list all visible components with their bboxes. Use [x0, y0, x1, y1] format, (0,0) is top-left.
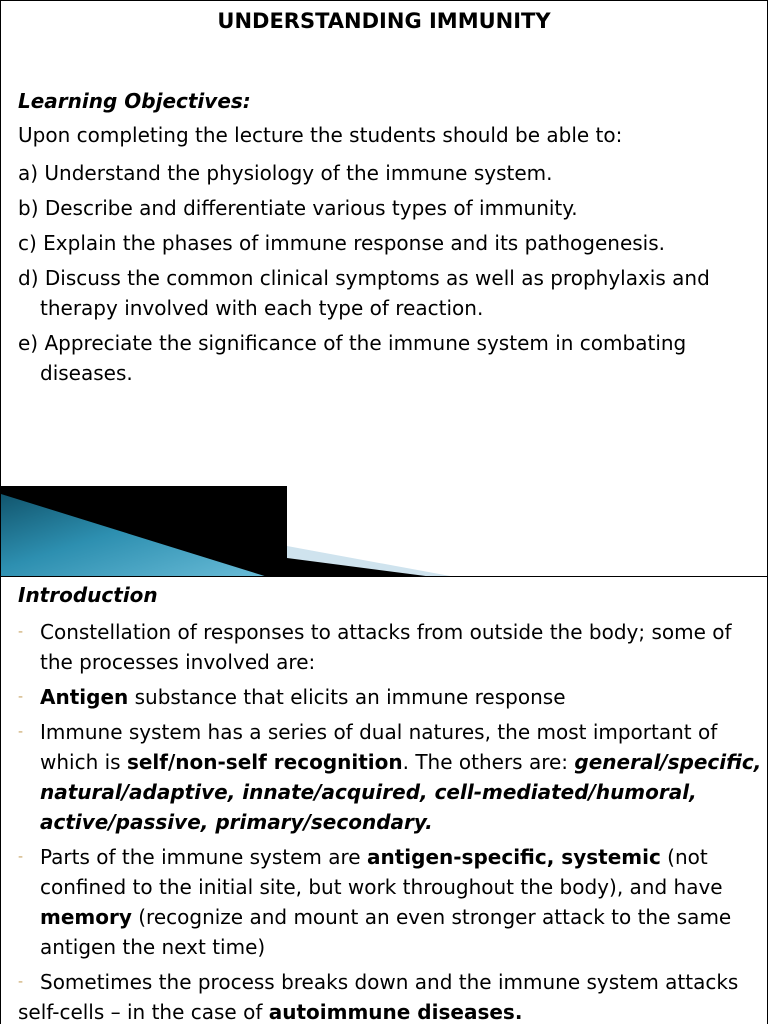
objectives-heading: Learning Objectives: — [18, 89, 251, 113]
list-item — [18, 682, 766, 712]
list-item — [18, 717, 766, 837]
objective-item: c) Explain the phases of immune response and its pathogenesis. — [18, 231, 666, 255]
list-item — [18, 967, 766, 1024]
objective-item: b) Describe and differentiate various types of immunity. — [18, 196, 578, 220]
bullet-text: substance that elicits an immune response — [128, 685, 566, 709]
emphasis: antigen-specific, systemic — [366, 845, 661, 869]
emphasis: memory — [40, 905, 132, 929]
emphasis: autoimmune diseases. — [268, 1000, 523, 1024]
bullet-text: self-cells – in the case of — [18, 1000, 269, 1024]
bullet-marker: - — [18, 624, 24, 640]
emphasis: self/non-self recognition — [126, 750, 403, 774]
objective-item: d) Discuss the common clinical symptoms as well as prophylaxis and therapy involved with each type of reaction. — [18, 266, 710, 320]
bullet-marker: - — [18, 849, 24, 865]
bullet-text: . The others are: — [402, 750, 575, 774]
objective-item: e) Appreciate the significance of the immune system in combating diseases. — [18, 331, 687, 385]
list-item — [18, 842, 766, 962]
bullet-text: Immune system has a series of dual natures, the most important of which is — [40, 720, 718, 774]
bullet-continuation — [18, 997, 766, 1024]
bullet-text: (recognize and mount an even stronger attack to the same antigen the next time) — [40, 905, 732, 959]
slide-2 — [0, 576, 768, 1024]
section-heading: Introduction — [18, 583, 158, 607]
slide-title: UNDERSTANDING IMMUNITY — [217, 9, 551, 33]
objective-item: a) Understand the physiology of the immune system. — [18, 161, 553, 185]
bullet-marker: - — [18, 724, 24, 740]
bullet-marker: - — [18, 974, 24, 990]
bullet-text: Sometimes the process breaks down and the immune system attacks — [40, 970, 739, 994]
term: Antigen — [40, 685, 129, 709]
objectives-intro: Upon completing the lecture the students should be able to: — [18, 123, 623, 147]
objectives-list — [18, 158, 766, 393]
bullet-text: Parts of the immune system are — [40, 845, 367, 869]
decorative-banner — [1, 486, 461, 577]
bullet-text: Constellation of responses to attacks from outside the body; some of the processes involved are: — [40, 620, 732, 674]
bullet-marker: - — [18, 689, 24, 705]
bullet-list — [18, 617, 766, 1024]
emphasis: general/specific, natural/adaptive, innate/acquired, cell-mediated/humoral, active/passive, primary/secondary. — [40, 750, 762, 834]
list-item — [18, 617, 766, 677]
bullet-text: (not confined to the initial site, but work throughout the body), and have — [40, 845, 723, 899]
